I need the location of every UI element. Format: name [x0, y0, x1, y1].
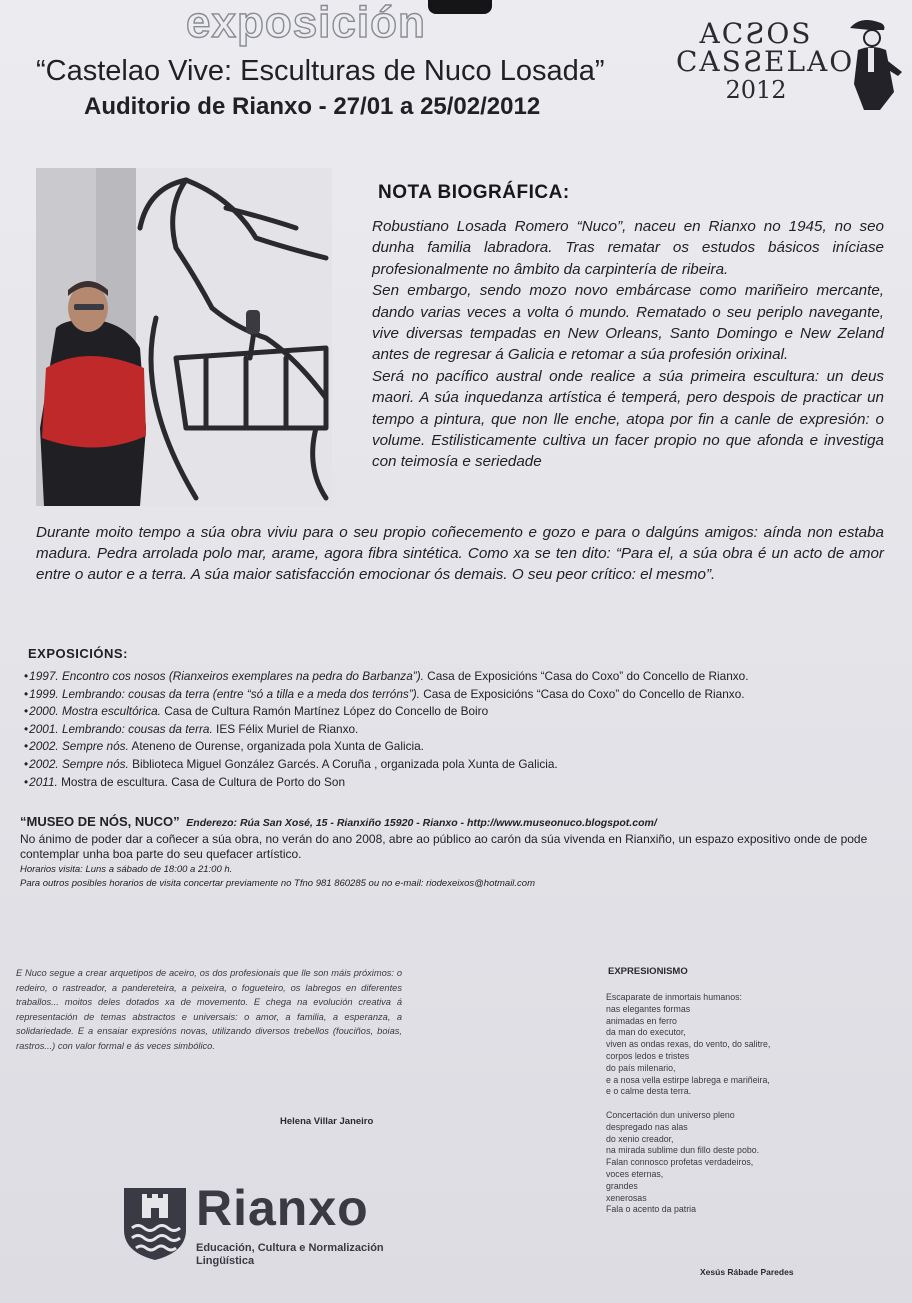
- poem-line: Falan connosco profetas verdadeiros,: [606, 1157, 754, 1168]
- actos-line2: CASƧELAO: [676, 45, 855, 78]
- sculpture-photo-illustration: [36, 168, 332, 506]
- actos-line1: ACƧOS: [699, 17, 813, 50]
- exposicions-heading: EXPOSICIÓNS:: [28, 646, 128, 661]
- list-item: • 1999. Lembrando: cousas da terra (entre “só a tilla e a meda dos terróns”). Casa de Exposicións “Casa do Coxo” do Concello de Rianxo.: [24, 686, 844, 704]
- museo-description: No ánimo de poder dar a coñecer a súa obra, no verán do ano 2008, abre ao público ao carón da súa vivenda en Rianxiño, un espazo expositivo onde de pode contemplar unha boa parte do seu quefacer artístico.: [20, 831, 868, 861]
- museo-horarios: Horarios visita: Luns a sábado de 18:00 a 21:00 h.: [20, 863, 233, 875]
- list-item: • 1997. Encontro cos nosos (Rianxeiros exemplares na pedra do Barbanza”). Casa de Exposicións “Casa do Coxo” do Concello de Rianxo.: [24, 668, 844, 686]
- bio-paragraph-2: Sen embargo, sendo mozo novo embárcase como mariñeiro mercante, dando varias veces a volta ó mundo. Rematado o seu periplo navegante, vive diversas tempadas en New Orleans, Santo Domingo e New Zeland antes de regresar á Galicia e retomar a súa profesión orixinal.: [372, 282, 884, 364]
- poem-line: na mirada sublime dun fillo deste pobo.: [606, 1145, 760, 1156]
- poem-line: voces eternas,: [606, 1168, 664, 1179]
- poem-line: Fala o acento da patria: [606, 1204, 696, 1215]
- castelao-figure-icon: [840, 14, 906, 114]
- sculpture-photo: [36, 168, 332, 506]
- list-item: • 2001. Lembrando: cousas da terra. IES Félix Muriel de Rianxo.: [24, 721, 844, 739]
- exhibition-title: “Castelao Vive: Esculturas de Nuco Losada”: [36, 55, 605, 87]
- exposicion-heading: exposición: [186, 0, 426, 47]
- bio-paragraph-1: Robustiano Losada Romero “Nuco”, naceu en Rianxo no 1945, no seo dunha familia labradora. Tras rematar os estudos básicos iníciase profesionalmente no âmbito da carpintería de ribeira.: [372, 218, 884, 278]
- poem-line: viven as ondas rexas, do vento, do salitre,: [606, 1039, 771, 1050]
- poem-body: [606, 992, 816, 1216]
- museo-contact: Para outros posibles horarios de visita concertar previamente no Tfno 981 860285 ou no e-mail: riodexeixos@hotmail.com: [20, 877, 535, 889]
- poem-line: e o calme desta terra.: [606, 1086, 692, 1097]
- bio-heading: NOTA BIOGRÁFICA:: [378, 182, 570, 203]
- bio-text: [372, 216, 884, 473]
- poem-author: Xesús Rábade Paredes: [700, 1267, 794, 1277]
- bio-paragraph-3: Será no pacífico austral onde realice a súa primeira escultura: un deus maori. A súa inquedanza artística é temperá, pero despois de practicar un tempo a pintura, que non lle enche, atopa por fin a canle de expresión: o volume. Estilisticamente cultiva un facer propio no que afonda e investiga con teimosía e seriedade: [372, 367, 884, 471]
- poem-line: [606, 1098, 816, 1110]
- poem-title: EXPRESIONISMO: [608, 966, 688, 977]
- actos-castelao-logo: [676, 17, 855, 104]
- list-item: • 2000. Mostra escultórica. Casa de Cultura Ramón Martínez López do Concello de Boiro: [24, 703, 844, 721]
- poem-line: do país milenario,: [606, 1062, 676, 1073]
- binder-clip: [428, 0, 492, 14]
- department-name: Educación, Cultura e Normalización Lingüística: [196, 1242, 384, 1267]
- bio-continuation: Durante moito tempo a súa obra viviu para o seu propio coñecemento e gozo e para o dalgúns amigos: aínda non estaba madura. Pedra arrolada polo mar, arame, agora fibra sintética. Como xa se ten dito: “Para el, a súa obra é un acto de amor entre o autor e a terra. A súa maior satisfacción emocionar ós demais. O seu peor crítico: el mesmo”.: [36, 524, 884, 584]
- poem-line: da man do executor,: [606, 1027, 686, 1038]
- rianxo-brand: Rianxo: [196, 1180, 369, 1236]
- poem-line: corpos ledos e tristes: [606, 1050, 690, 1061]
- poem-line: xenerosas: [606, 1192, 647, 1203]
- venue-dates: Auditorio de Rianxo - 27/01 a 25/02/2012: [84, 93, 541, 120]
- poem-line: despregado nas alas: [606, 1121, 688, 1132]
- poem-line: Concertación dun universo pleno: [606, 1109, 735, 1120]
- museo-name: “MUSEO DE NÓS, NUCO”: [20, 814, 180, 829]
- actos-year: 2012: [725, 76, 787, 104]
- poem-line: Escaparate de inmortais humanos:: [606, 992, 742, 1002]
- list-item: • 2002. Sempre nós. Biblioteca Miguel González Garcés. A Coruña , organizada pola Xunta de Galicia.: [24, 756, 844, 774]
- list-item: • 2002. Sempre nós. Ateneno de Ourense, organizada pola Xunta de Galicia.: [24, 738, 844, 756]
- list-item: • 2011. Mostra de escultura. Casa de Cultura de Porto do Son: [24, 774, 844, 792]
- poem-line: nas elegantes formas: [606, 1003, 691, 1014]
- exposicions-list: [24, 668, 844, 791]
- poem-line: animadas en ferro: [606, 1015, 677, 1026]
- critic-quote: E Nuco segue a crear arquetipos de aceiro, os dos profesionais que lle son máis próximos: o redeiro, o rastreador, a pandereteira, a peixeira, o fogueteiro, os labregos en diferentes traballos... moitos deles dotados xa de movemento. E chega na evolución creativa á representación de temas abstractos e universais: o amor, a familia, a esperanza, a solidariedade. E a ensaiar expresións novas, utilizando diversos trebellos (fouciños, boias, rastros...) con valor formal e ás veces simbólico.: [16, 968, 402, 1051]
- museo-address: Enderezo: Rúa San Xosé, 15 - Rianxiño 15920 - Rianxo - http://www.museonuco.blogspot.com/: [186, 817, 657, 829]
- quote-author: Helena Villar Janeiro: [280, 1116, 374, 1127]
- poem-line: grandes: [606, 1180, 638, 1191]
- poem-line: e a nosa vella estirpe labrega e mariñeira,: [606, 1074, 770, 1085]
- museo-section: [20, 814, 890, 891]
- rianxo-shield-icon: [122, 1186, 188, 1262]
- poem-line: do xenio creador,: [606, 1133, 674, 1144]
